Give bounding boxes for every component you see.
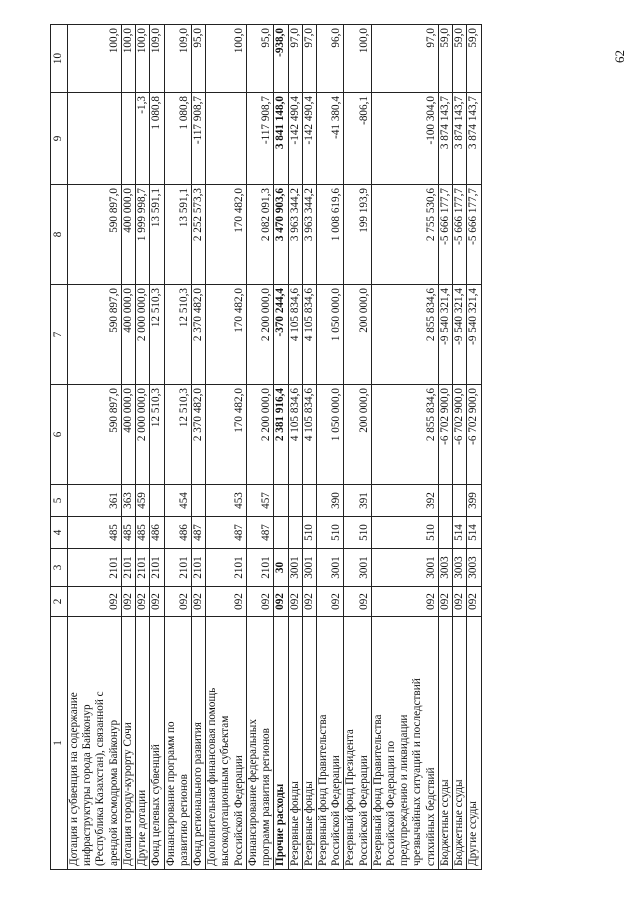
row-label-line: Российской Федерации [232, 755, 245, 866]
expense-type-code [191, 485, 205, 517]
table-row [316, 25, 343, 870]
row-label-line: стихийных бедствий [424, 767, 437, 866]
target-article-code: 510 [302, 517, 316, 549]
ministry-code: 092 [121, 587, 135, 617]
expense-type-code: 457 [246, 485, 273, 517]
percent-value: 95,0 [191, 25, 205, 93]
target-article-code: 510 [344, 517, 371, 549]
expense-type-code: 399 [467, 485, 481, 517]
executed-value: 13 591,1 [150, 185, 164, 285]
approved-value: 12 510,3 [150, 385, 164, 485]
expense-type-code [438, 485, 452, 517]
row-label [316, 617, 343, 870]
row-label-line: Финансирование программ по [164, 721, 177, 866]
expense-type-code [150, 485, 164, 517]
executed-value: -5 666 177,7 [438, 185, 452, 285]
row-label-line: Другие дотации [136, 789, 149, 866]
ministry-code: 092 [288, 587, 302, 617]
ministry-code: 092 [274, 587, 288, 617]
row-label-line: развитию регионов [177, 774, 190, 866]
revised-value: 2 200 000,0 [246, 285, 273, 385]
row-label [68, 617, 122, 870]
approved-value: -6 702 900,0 [438, 385, 452, 485]
deviation-value: -806,1 [344, 93, 371, 185]
revised-value: -370 244,4 [274, 285, 288, 385]
target-article-code: 486 [150, 517, 164, 549]
row-label-line: Фонд регионального развития [191, 722, 204, 866]
row-label-line: высокодотационным субъектам [219, 715, 232, 866]
page-number: 62 [612, 50, 627, 63]
section-code: 2101 [206, 549, 247, 587]
expense-type-code: 453 [206, 485, 247, 517]
ministry-code: 092 [438, 587, 452, 617]
revised-value: 4 105 834,6 [302, 285, 316, 385]
section-code: 3001 [371, 549, 438, 587]
revised-value: 2 855 834,6 [371, 285, 438, 385]
row-label-line: Бюджетные ссуды [453, 779, 466, 866]
approved-value: 4 105 834,6 [302, 385, 316, 485]
deviation-value: 3 841 148,0 [274, 93, 288, 185]
approved-value: 2 000 000,0 [136, 385, 150, 485]
deviation-value: -1,3 [136, 93, 150, 185]
row-label [302, 617, 316, 870]
approved-value: 2 200 000,0 [246, 385, 273, 485]
ministry-code: 092 [191, 587, 205, 617]
expense-type-code: 391 [344, 485, 371, 517]
approved-value: 590 897,0 [68, 385, 122, 485]
ministry-code: 092 [68, 587, 122, 617]
deviation-value: -41 380,4 [316, 93, 343, 185]
expense-type-code: 390 [316, 485, 343, 517]
deviation-value: -142 490,4 [302, 93, 316, 185]
table-row [136, 25, 150, 870]
approved-value: 12 510,3 [164, 385, 191, 485]
percent-value: 97,0 [371, 25, 438, 93]
target-article-code [438, 517, 452, 549]
table-row [302, 25, 316, 870]
percent-value: 96,0 [316, 25, 343, 93]
ministry-code: 092 [371, 587, 438, 617]
row-label-line: чрезвычайных ситуаций и последствий [411, 678, 424, 866]
col-header: 7 [51, 285, 68, 385]
revised-value: -9 540 321,4 [467, 285, 481, 385]
row-label-line: Прочие расходы [274, 783, 287, 866]
percent-value: 97,0 [302, 25, 316, 93]
executed-value: 2 755 530,6 [371, 185, 438, 285]
executed-value: 400 000,0 [121, 185, 135, 285]
approved-value: 2 855 834,6 [371, 385, 438, 485]
percent-value: 109,0 [164, 25, 191, 93]
approved-value: 170 482,0 [206, 385, 247, 485]
section-code: 3003 [453, 549, 467, 587]
revised-value: 12 510,3 [164, 285, 191, 385]
row-label-line: Российской Федерации [330, 755, 343, 866]
row-label [136, 617, 150, 870]
deviation-value: -100 304,0 [371, 93, 438, 185]
table-row [206, 25, 247, 870]
executed-value: 3 470 903,6 [274, 185, 288, 285]
row-label-line: Резервный фонд Правительства [371, 714, 384, 866]
section-code: 2101 [136, 549, 150, 587]
row-label-line: (Республика Казахстан), связанной с [94, 691, 107, 866]
revised-value: 200 000,0 [344, 285, 371, 385]
section-code: 3003 [438, 549, 452, 587]
ministry-code: 092 [206, 587, 247, 617]
target-article-code [274, 517, 288, 549]
target-article-code: 486 [164, 517, 191, 549]
row-label-line: программ развития регионов [260, 728, 273, 866]
ministry-code: 092 [136, 587, 150, 617]
col-header: 8 [51, 185, 68, 285]
executed-value: -5 666 177,7 [467, 185, 481, 285]
col-header: 3 [51, 549, 68, 587]
col-header: 4 [51, 517, 68, 549]
row-label-line: предупреждению и ликвидации [398, 714, 411, 866]
row-label [191, 617, 205, 870]
row-label [467, 617, 481, 870]
ministry-code: 092 [344, 587, 371, 617]
expense-type-code: 361 [68, 485, 122, 517]
expense-type-code [453, 485, 467, 517]
row-label-line: Дотация и субвенция на содержание [68, 692, 80, 866]
section-code: 3003 [467, 549, 481, 587]
col-header: 6 [51, 385, 68, 485]
row-label-line: Резервный фонд Президента [344, 729, 357, 866]
col-header: 2 [51, 587, 68, 617]
table-row [121, 25, 135, 870]
deviation-value [206, 93, 247, 185]
executed-value: 3 963 344,2 [302, 185, 316, 285]
approved-value: -6 702 900,0 [467, 385, 481, 485]
percent-value: 100,0 [121, 25, 135, 93]
approved-value: -6 702 900,0 [453, 385, 467, 485]
target-article-code: 510 [316, 517, 343, 549]
row-label-line: Резервный фонд Правительства [316, 714, 329, 866]
section-code: 2101 [164, 549, 191, 587]
expense-type-code: 392 [371, 485, 438, 517]
section-code: 3001 [288, 549, 302, 587]
ministry-code: 092 [467, 587, 481, 617]
approved-value: 200 000,0 [344, 385, 371, 485]
approved-value: 1 050 000,0 [316, 385, 343, 485]
ministry-code: 092 [316, 587, 343, 617]
ministry-code: 092 [164, 587, 191, 617]
target-article-code: 514 [467, 517, 481, 549]
table-row [150, 25, 164, 870]
budget-table [50, 24, 482, 870]
row-label-line: Российской Федерации [357, 755, 370, 866]
target-article-code: 485 [136, 517, 150, 549]
ministry-code: 092 [453, 587, 467, 617]
row-label [344, 617, 371, 870]
col-header: 10 [51, 25, 68, 93]
executed-value: 13 591,1 [164, 185, 191, 285]
percent-value: 109,0 [150, 25, 164, 93]
revised-value: 2 000 000,0 [136, 285, 150, 385]
revised-value: 590 897,0 [68, 285, 122, 385]
executed-value: 590 897,0 [68, 185, 122, 285]
expense-type-code: 363 [121, 485, 135, 517]
executed-value: 3 963 344,2 [288, 185, 302, 285]
col-header: 5 [51, 485, 68, 517]
target-article-code: 514 [453, 517, 467, 549]
section-code: 2101 [68, 549, 122, 587]
section-code: 3001 [302, 549, 316, 587]
ministry-code: 092 [246, 587, 273, 617]
row-label-line: Бюджетные ссуды [438, 779, 451, 866]
revised-value: -9 540 321,4 [453, 285, 467, 385]
section-code: 3001 [316, 549, 343, 587]
revised-value: 2 370 482,0 [191, 285, 205, 385]
revised-value: 400 000,0 [121, 285, 135, 385]
table-row [453, 25, 467, 870]
row-label [164, 617, 191, 870]
deviation-value [68, 93, 122, 185]
executed-value: 1 008 619,6 [316, 185, 343, 285]
percent-value: 97,0 [288, 25, 302, 93]
approved-value: 4 105 834,6 [288, 385, 302, 485]
row-label-line: Дополнительная финансовая помощь [206, 687, 219, 866]
percent-value: 59,0 [467, 25, 481, 93]
executed-value: 2 252 573,3 [191, 185, 205, 285]
deviation-value: -117 908,7 [246, 93, 273, 185]
percent-value: 100,0 [344, 25, 371, 93]
row-label [206, 617, 247, 870]
row-label [371, 617, 438, 870]
percent-value: 95,0 [246, 25, 273, 93]
deviation-value: -142 490,4 [288, 93, 302, 185]
col-header: 1 [51, 617, 68, 870]
expense-type-code: 459 [136, 485, 150, 517]
row-label [150, 617, 164, 870]
deviation-value: 1 080,8 [150, 93, 164, 185]
revised-value: 4 105 834,6 [288, 285, 302, 385]
approved-value: 400 000,0 [121, 385, 135, 485]
deviation-value [121, 93, 135, 185]
percent-value: 59,0 [453, 25, 467, 93]
table-row [288, 25, 302, 870]
row-label [274, 617, 288, 870]
deviation-value: 1 080,8 [164, 93, 191, 185]
section-code: 2101 [121, 549, 135, 587]
table-body [68, 25, 482, 870]
target-article-code [288, 517, 302, 549]
row-label [288, 617, 302, 870]
expense-type-code [274, 485, 288, 517]
table-row [438, 25, 452, 870]
row-label-line: Фонд целевых субвенций [150, 744, 163, 866]
ministry-code: 092 [150, 587, 164, 617]
target-article-code: 487 [246, 517, 273, 549]
expense-type-code: 454 [164, 485, 191, 517]
executed-value: 199 193,9 [344, 185, 371, 285]
target-article-code: 510 [371, 517, 438, 549]
rotated-page-content [50, 25, 600, 870]
expense-type-code [302, 485, 316, 517]
percent-value: 59,0 [438, 25, 452, 93]
table-row [246, 25, 273, 870]
expense-type-code [288, 485, 302, 517]
table-row [467, 25, 481, 870]
table-row [68, 25, 122, 870]
row-label [438, 617, 452, 870]
section-code: 2101 [191, 549, 205, 587]
section-code: 2101 [246, 549, 273, 587]
column-number-row [51, 25, 68, 870]
section-code: 3001 [344, 549, 371, 587]
executed-value: 2 082 091,3 [246, 185, 273, 285]
revised-value: 12 510,3 [150, 285, 164, 385]
section-code: 30 [274, 549, 288, 587]
table-row [344, 25, 371, 870]
deviation-value: -117 908,7 [191, 93, 205, 185]
target-article-code: 487 [191, 517, 205, 549]
percent-value: 100,0 [136, 25, 150, 93]
deviation-value: 3 874 143,7 [467, 93, 481, 185]
row-label-line: арендой космодрома Байконур [107, 719, 120, 866]
col-header: 9 [51, 93, 68, 185]
percent-value: 100,0 [206, 25, 247, 93]
row-label-line: Другие ссуды [467, 801, 480, 866]
row-label-line: инфраструктуры города Байконур [81, 704, 94, 866]
approved-value: 2 370 482,0 [191, 385, 205, 485]
table-row [191, 25, 205, 870]
executed-value: 1 999 998,7 [136, 185, 150, 285]
revised-value: 1 050 000,0 [316, 285, 343, 385]
revised-value: 170 482,0 [206, 285, 247, 385]
deviation-value: 3 874 143,7 [438, 93, 452, 185]
percent-value: 100,0 [68, 25, 122, 93]
table-row [274, 25, 288, 870]
row-label [246, 617, 273, 870]
target-article-code: 485 [68, 517, 122, 549]
percent-value: -938,0 [274, 25, 288, 93]
row-label [453, 617, 467, 870]
target-article-code: 485 [121, 517, 135, 549]
approved-value: 2 381 916,4 [274, 385, 288, 485]
ministry-code: 092 [302, 587, 316, 617]
row-label-line: Российской Федерации по [385, 740, 398, 866]
row-label-line: Резервные фонды [288, 781, 301, 866]
row-label-line: Дотация городу-курорту Сочи [121, 722, 134, 866]
section-code: 2101 [150, 549, 164, 587]
executed-value: 170 482,0 [206, 185, 247, 285]
row-label [121, 617, 135, 870]
row-label-line: Финансирование федеральных [246, 719, 259, 866]
deviation-value: 3 874 143,7 [453, 93, 467, 185]
row-label-line: Резервные фонды [302, 781, 315, 866]
table-row [371, 25, 438, 870]
executed-value: -5 666 177,7 [453, 185, 467, 285]
target-article-code: 487 [206, 517, 247, 549]
revised-value: -9 540 321,4 [438, 285, 452, 385]
table-row [164, 25, 191, 870]
